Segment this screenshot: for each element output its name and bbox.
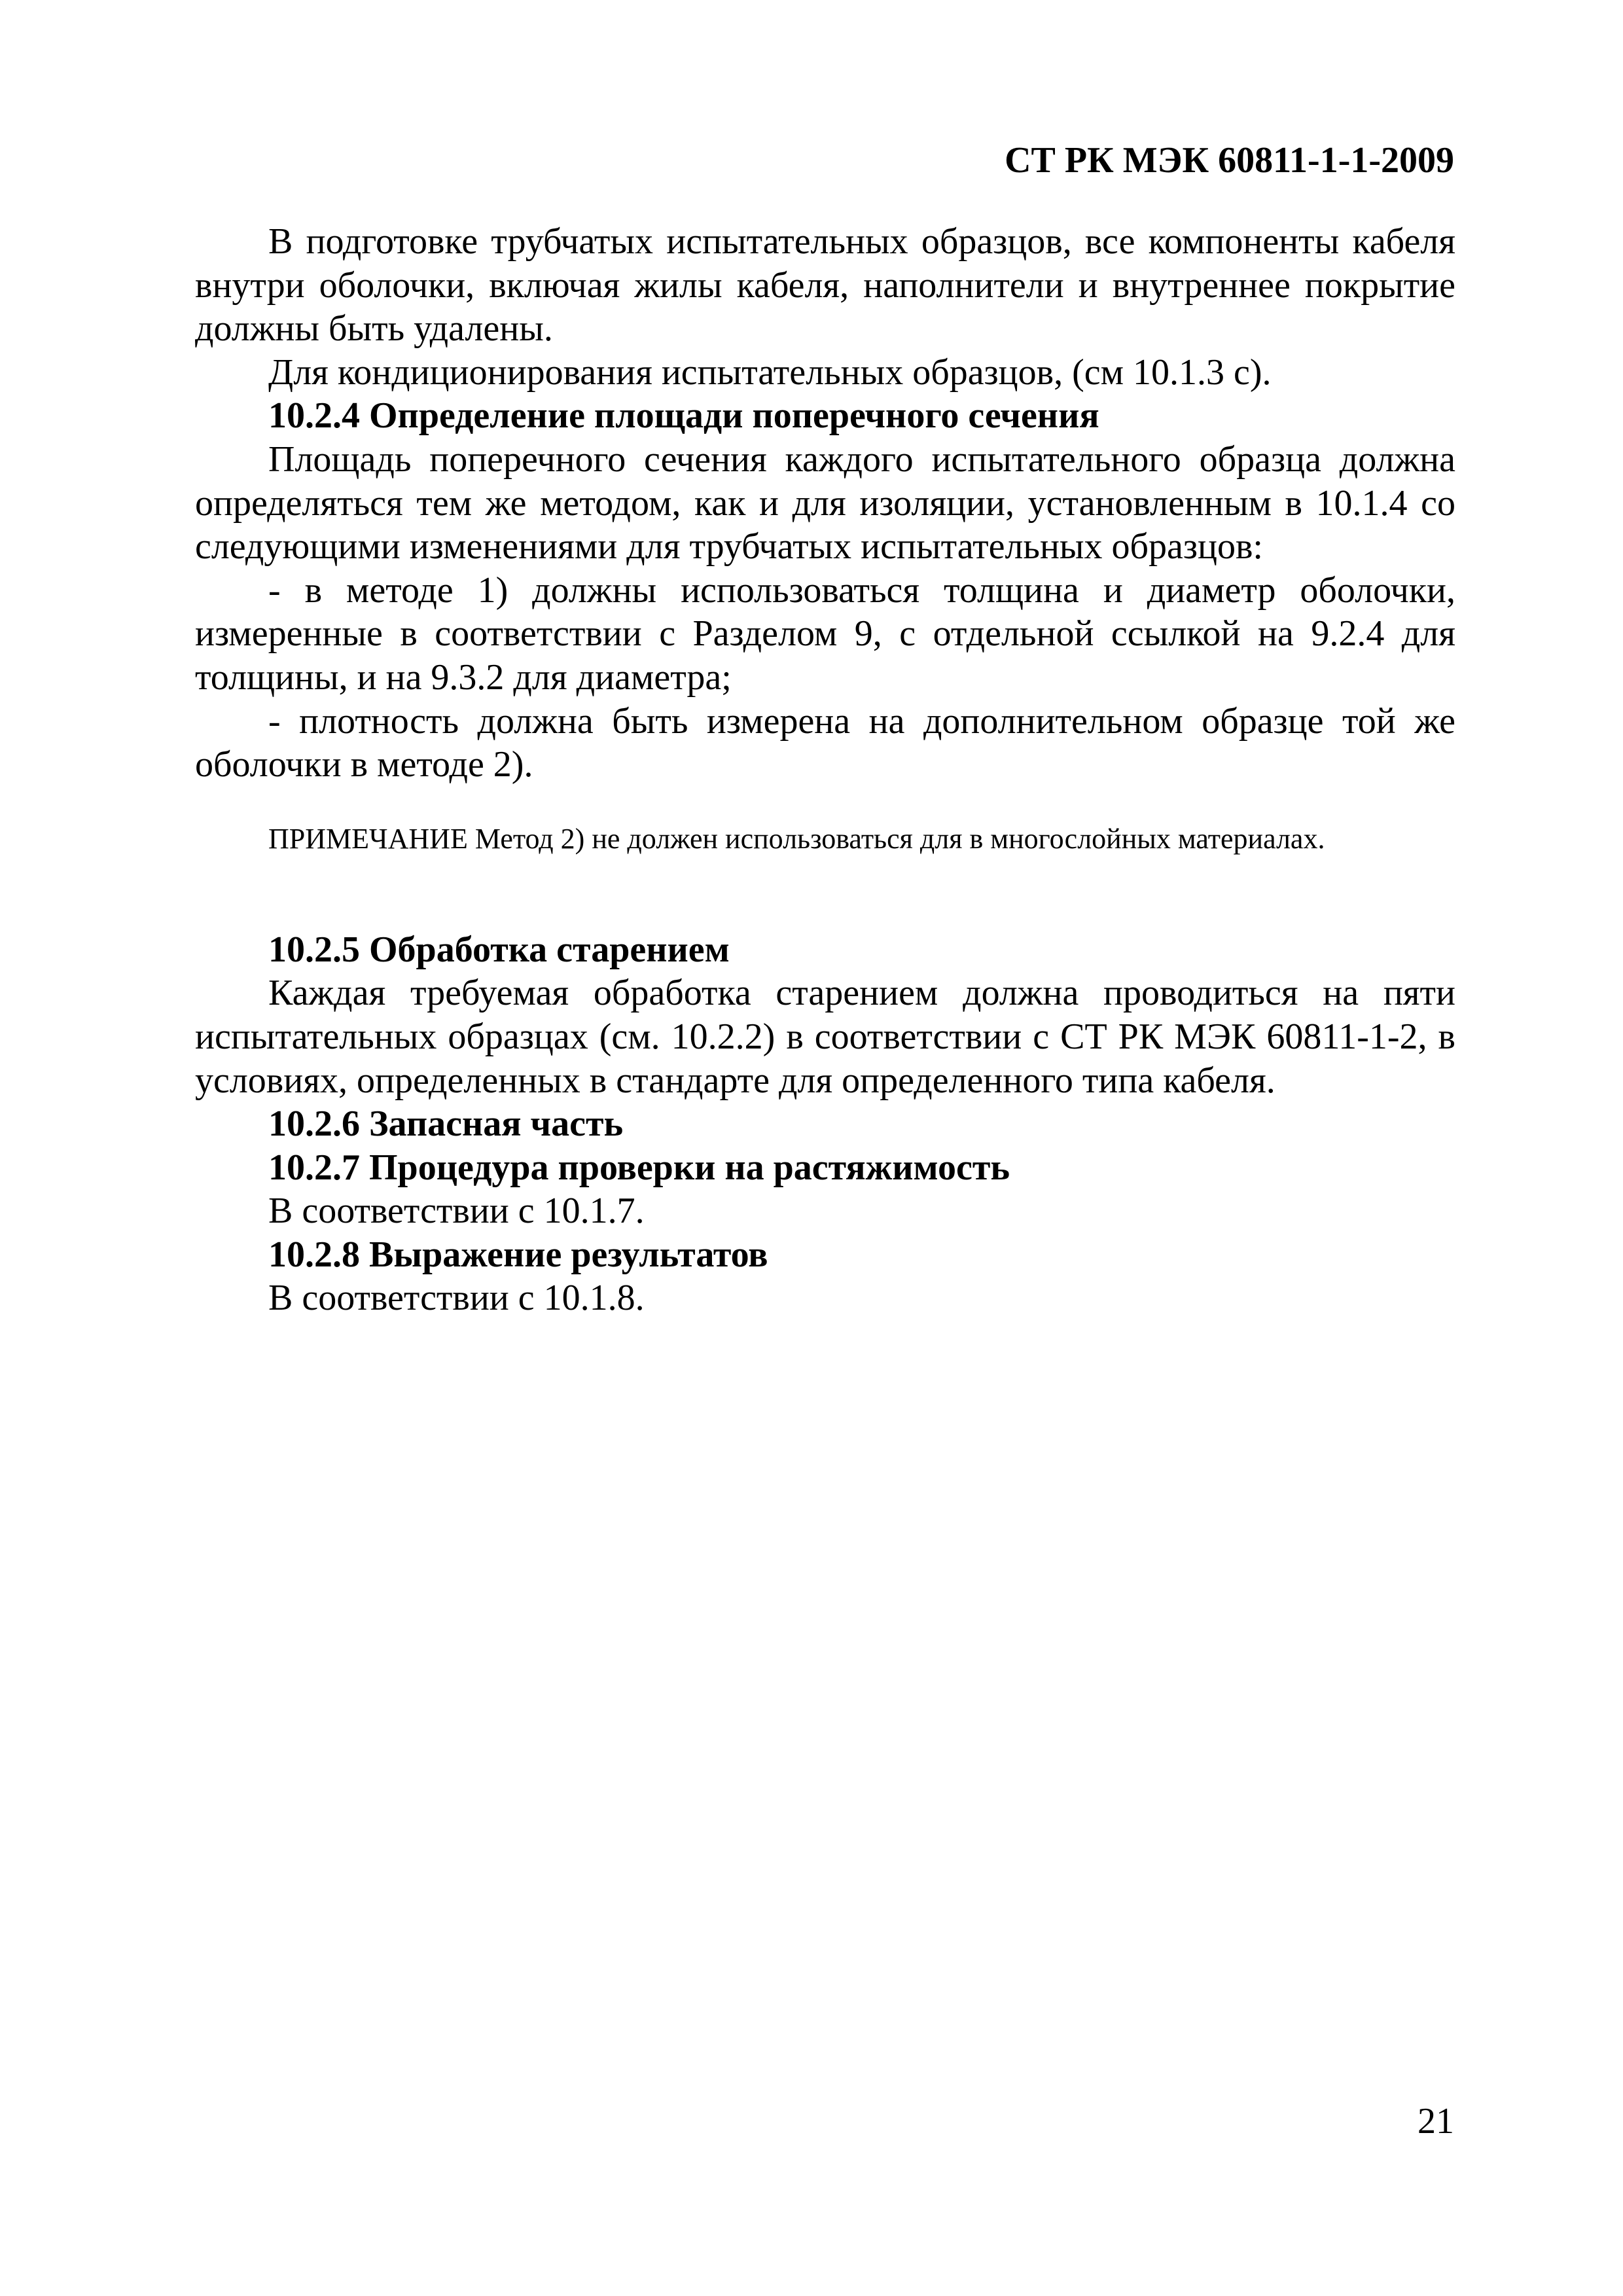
note-text: ПРИМЕЧАНИЕ Метод 2) не должен использоваться для в многослойных материалах.	[268, 822, 1325, 855]
section-heading-10-2-7: 10.2.7 Процедура проверки на растяжимость	[268, 1147, 1010, 1188]
section-heading-10-2-8: 10.2.8 Выражение результатов	[268, 1234, 768, 1275]
section-heading-10-2-4: 10.2.4 Определение площади поперечного сечения	[268, 395, 1099, 437]
paragraph-results-reference: В соответствии с 10.1.8.	[268, 1278, 645, 1319]
document-code-header: СТ РК МЭК 60811-1-1-2009	[1005, 140, 1454, 181]
paragraph-tensile-reference: В соответствии с 10.1.7.	[268, 1191, 645, 1232]
paragraph-method-1: - в методе 1) должны использоваться толщина и диаметр оболочки, измеренные в соответствии с Разделом 9, с отдельной ссылкой на 9.2.4 для толщины, и на 9.3.2 для диаметра;	[195, 569, 1455, 698]
page-content	[195, 220, 1455, 1320]
paragraph-aging: Каждая требуемая обработка старением должна проводиться на пяти испытательных образцах (см. 10.2.2) в соответствии с СТ РК МЭК 60811-1-2, в условиях, определенных в стандарте для определенного типа кабеля.	[195, 973, 1455, 1101]
paragraph-conditioning: Для кондиционирования испытательных образцов, (см 10.1.3 с).	[268, 351, 1272, 393]
page-number: 21	[1418, 2101, 1454, 2142]
paragraph-cross-section: Площадь поперечного сечения каждого испытательного образца должна определяться тем же методом, как и для изоляции, установленным в 10.1.4 со следующими изменениями для трубчатых испытательных образцов:	[195, 439, 1455, 567]
paragraph-density: - плотность должна быть измерена на дополнительном образце той же оболочки в методе 2).	[195, 700, 1455, 785]
section-heading-10-2-5: 10.2.5 Обработка старением	[268, 929, 730, 970]
section-heading-10-2-6: 10.2.6 Запасная часть	[268, 1103, 624, 1145]
paragraph-tube-preparation: В подготовке трубчатых испытательных образцов, все компоненты кабеля внутри оболочки, включая жилы кабеля, наполнители и внутреннее покрытие должны быть удалены.	[195, 221, 1455, 350]
